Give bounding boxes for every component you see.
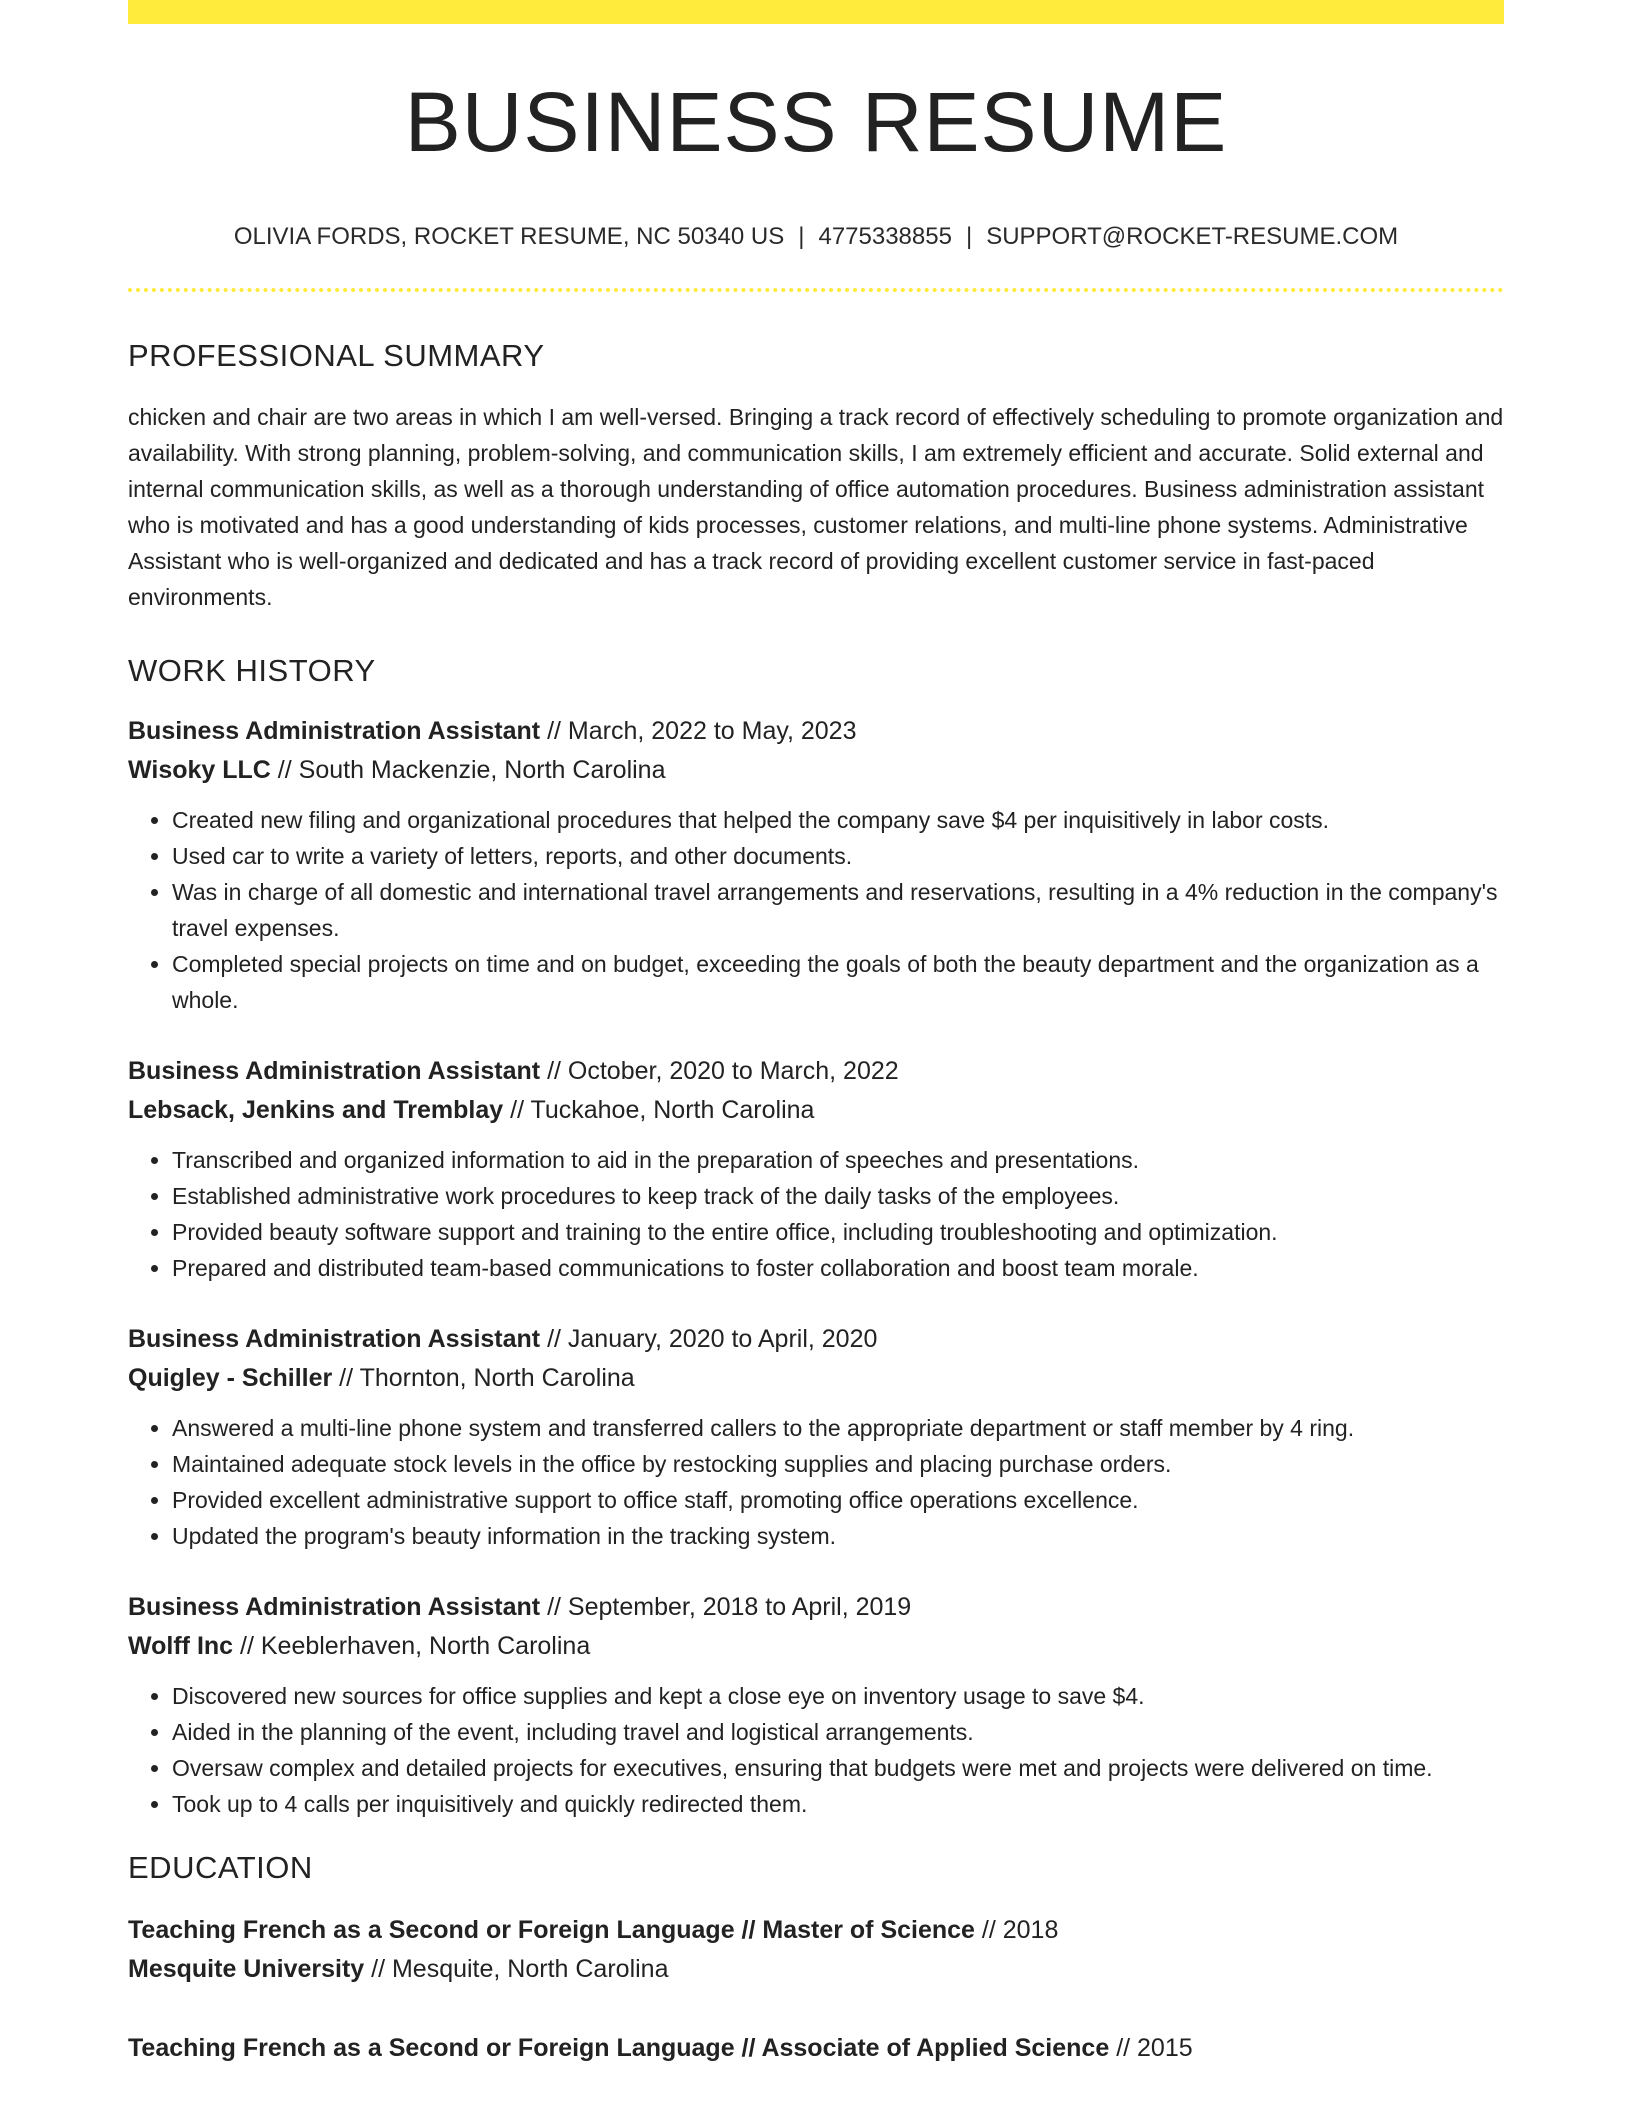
job-entry — [128, 712, 1504, 1018]
education-degree: Teaching French as a Second or Foreign Language // Master of Science — [128, 1916, 975, 1944]
job-location: // Thornton, North Carolina — [332, 1364, 635, 1392]
job-title-line — [128, 1320, 1504, 1359]
job-bullet: • Provided beauty software support and training to the entire office, including troubleshooting and optimization. — [172, 1214, 1504, 1250]
job-dates: // January, 2020 to April, 2020 — [540, 1325, 878, 1353]
job-bullet: • Established administrative work procedures to keep track of the daily tasks of the employees. — [172, 1178, 1504, 1214]
job-title-line — [128, 712, 1504, 751]
education-school-line — [128, 1950, 1504, 1989]
education-entry — [128, 1911, 1504, 1989]
job-bullet: • Updated the program's beauty information in the tracking system. — [172, 1518, 1504, 1554]
job-dates: // September, 2018 to April, 2019 — [540, 1593, 912, 1621]
job-bullet: • Oversaw complex and detailed projects for executives, ensuring that budgets were met and projects were delivered on time. — [172, 1750, 1504, 1786]
job-title: Business Administration Assistant — [128, 1325, 541, 1353]
job-entry — [128, 1320, 1504, 1554]
job-company: Quigley - Schiller — [128, 1364, 333, 1392]
job-title: Business Administration Assistant — [128, 1593, 541, 1621]
job-company: Wisoky LLC — [128, 756, 271, 784]
accent-top-bar — [128, 0, 1504, 24]
job-bullet: • Transcribed and organized information to aid in the preparation of speeches and presentations. — [172, 1142, 1504, 1178]
education-entry — [128, 2029, 1504, 2068]
job-title: Business Administration Assistant — [128, 1057, 541, 1085]
job-location: // South Mackenzie, North Carolina — [270, 756, 666, 784]
summary-heading: PROFESSIONAL SUMMARY — [128, 338, 545, 373]
education-degree: Teaching French as a Second or Foreign Language // Associate of Applied Science — [128, 2034, 1110, 2062]
contact-address: OLIVIA FORDS, ROCKET RESUME, NC 50340 US — [233, 223, 785, 250]
education-year: // 2015 — [1109, 2034, 1193, 2062]
job-location: // Keeblerhaven, North Carolina — [233, 1632, 591, 1660]
education-location: // Mesquite, North Carolina — [364, 1955, 669, 1983]
education-degree-line — [128, 2029, 1504, 2068]
job-title: Business Administration Assistant — [128, 717, 541, 745]
job-dates: // October, 2020 to March, 2022 — [540, 1057, 899, 1085]
job-bullet: • Provided excellent administrative support to office staff, promoting office operations excellence. — [172, 1482, 1504, 1518]
job-entry — [128, 1588, 1504, 1822]
job-company: Lebsack, Jenkins and Tremblay — [128, 1096, 504, 1124]
contact-separator: | — [798, 223, 805, 250]
job-bullets — [128, 802, 1504, 1018]
job-location: // Tuckahoe, North Carolina — [503, 1096, 815, 1124]
summary-text: chicken and chair are two areas in which I am well-versed. Bringing a track record of effectively scheduling to promote organization and availability. With strong planning, problem-solving, and communication skills, I am extremely efficient and accurate. Solid external and internal communication skills, as well as a thorough understanding of office automation procedures. Business administration assistant who is motivated and has a good understanding of kids processes, customer relations, and multi-line phone systems. Administrative Assistant who is well-organized and dedicated and has a track record of providing excellent customer service in fast-paced environments. — [128, 404, 1504, 610]
job-company-line — [128, 1091, 1504, 1130]
job-entry — [128, 1052, 1504, 1286]
job-bullets — [128, 1142, 1504, 1286]
job-company-line — [128, 751, 1504, 790]
contact-line — [128, 222, 1504, 252]
resume-page — [128, 0, 1504, 2068]
job-company-line — [128, 1627, 1504, 1666]
job-bullet: • Used car to write a variety of letters, reports, and other documents. — [172, 838, 1504, 874]
job-bullet: • Prepared and distributed team-based communications to foster collaboration and boost team morale. — [172, 1250, 1504, 1286]
dotted-divider — [128, 288, 1504, 292]
resume-title: BUSINESS RESUME — [404, 75, 1228, 169]
education-year: // 2018 — [974, 1916, 1059, 1944]
contact-separator: | — [965, 223, 973, 250]
contact-email: SUPPORT@ROCKET-RESUME.COM — [986, 223, 1399, 250]
job-bullet: • Was in charge of all domestic and international travel arrangements and reservations, resulting in a 4% reduction in the company's travel expenses. — [172, 874, 1504, 946]
job-bullet: • Aided in the planning of the event, including travel and logistical arrangements. — [172, 1714, 1504, 1750]
job-bullet: • Created new filing and organizational procedures that helped the company save $4 per inquisitively in labor costs. — [172, 802, 1504, 838]
job-bullet: • Maintained adequate stock levels in the office by restocking supplies and placing purchase orders. — [172, 1446, 1504, 1482]
job-company: Wolff Inc — [128, 1632, 234, 1660]
job-bullet: • Discovered new sources for office supplies and kept a close eye on inventory usage to save $4. — [172, 1678, 1504, 1714]
job-title-line — [128, 1052, 1504, 1091]
education-degree-line — [128, 1911, 1504, 1950]
job-title-line — [128, 1588, 1504, 1627]
contact-phone: 4775338855 — [818, 223, 952, 250]
job-dates: // March, 2022 to May, 2023 — [540, 717, 857, 745]
job-bullet: • Took up to 4 calls per inquisitively and quickly redirected them. — [172, 1786, 1504, 1822]
job-bullet: • Answered a multi-line phone system and transferred callers to the appropriate department or staff member by 4 ring. — [172, 1410, 1504, 1446]
job-bullets — [128, 1678, 1504, 1822]
job-company-line — [128, 1359, 1504, 1398]
job-bullets — [128, 1410, 1504, 1554]
work-history-heading: WORK HISTORY — [128, 653, 376, 688]
job-bullet: • Completed special projects on time and on budget, exceeding the goals of both the beauty department and the organization as a whole. — [172, 946, 1504, 1018]
education-school: Mesquite University — [128, 1955, 365, 1983]
education-heading: EDUCATION — [128, 1850, 313, 1885]
